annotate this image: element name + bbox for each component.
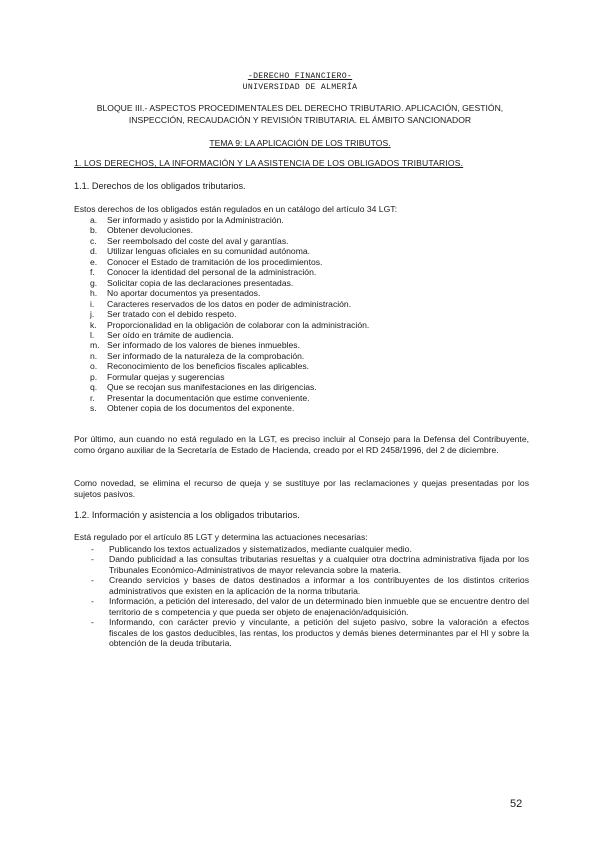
paragraph-consejo: Por último, aun cuando no está regulado en la LGT, es preciso incluir al Consejo para la Defensa del Contribuyente, como órgano auxiliar de la Secretaría de Estado de Hacienda, creado por el RD 2458/1996, del 2 de diciembre. bbox=[74, 434, 529, 456]
list-item-text: Publicando los textos actualizados y sistematizados, mediante cualquier medio. bbox=[109, 544, 412, 554]
actions-list bbox=[74, 544, 529, 649]
list-item bbox=[74, 236, 524, 246]
list-item-letter: d. bbox=[90, 246, 98, 257]
list-item-text: Ser oído en trámite de audiencia. bbox=[107, 329, 234, 340]
list-item bbox=[74, 288, 524, 298]
list-item-dash: - bbox=[91, 617, 94, 628]
list-item-letter: p. bbox=[90, 371, 98, 382]
list-item-text: Utilizar lenguas oficiales en su comunidad autónoma. bbox=[107, 246, 311, 257]
list-item bbox=[74, 403, 524, 413]
list-item bbox=[74, 393, 524, 403]
list-item bbox=[74, 617, 529, 648]
bloque-line-2: INSPECCIÓN, RECAUDACIÓN Y REVISIÓN TRIBUTARIA. EL ÁMBITO SANCIONADOR bbox=[128, 114, 472, 125]
list-item-text: Conocer la identidad del personal de la administración. bbox=[107, 267, 317, 278]
list-item-text: Presentar la documentación que estime conveniente. bbox=[107, 392, 310, 403]
subsection-heading-1-1: 1.1. Derechos de los obligados tributarios. bbox=[74, 181, 246, 191]
list-item bbox=[74, 372, 524, 382]
list-item bbox=[74, 340, 524, 350]
list-item-letter: h. bbox=[90, 288, 98, 299]
list-item bbox=[74, 257, 524, 267]
list-item-text: Reconocimiento de los beneficios fiscales aplicables. bbox=[107, 361, 310, 372]
list-item-text: Informando, con carácter previo y vinculante, a petición del sujeto pasivo, sobre la valoración a efectos fiscales de los gastos deducibles, las rentas, los productos y demás bienes determinantes par el HI y sobre la obtención de la deuda tributaria. bbox=[109, 617, 529, 649]
list-item-letter: n. bbox=[90, 350, 98, 361]
list-item-letter: l. bbox=[90, 329, 95, 340]
section-heading-1: 1. LOS DERECHOS, LA INFORMACIÓN Y LA ASISTENCIA DE LOS OBLIGADOS TRIBUTARIOS. bbox=[74, 158, 464, 168]
course-title: -DERECHO FINANCIERO- bbox=[247, 72, 353, 81]
list-item bbox=[74, 320, 524, 330]
rights-list bbox=[74, 215, 524, 414]
list-item bbox=[74, 554, 529, 575]
list-item-letter: o. bbox=[90, 361, 98, 372]
list-item-letter: g. bbox=[90, 277, 98, 288]
list-item-letter: r. bbox=[90, 392, 95, 403]
list-item bbox=[74, 225, 524, 235]
bloque-heading bbox=[72, 103, 528, 126]
list-item-text: Que se recojan sus manifestaciones en las dirigencias. bbox=[107, 382, 317, 393]
list-item-text: Obtener devoluciones. bbox=[107, 225, 193, 236]
bloque-line-1: BLOQUE III.- ASPECTOS PROCEDIMENTALES DEL DERECHO TRIBUTARIO. APLICACIÓN, GESTIÓN, bbox=[96, 103, 504, 113]
list-item bbox=[74, 278, 524, 288]
list-item bbox=[74, 215, 524, 225]
list-item-letter: b. bbox=[90, 225, 98, 236]
list-item-dash: - bbox=[91, 544, 94, 554]
list-item-dash: - bbox=[91, 596, 94, 607]
list-item-letter: f. bbox=[90, 267, 95, 278]
list-item-text: Caracteres reservados de los datos en poder de administración. bbox=[107, 298, 352, 309]
list-item-letter: e. bbox=[90, 256, 98, 267]
list-item-text: Formular quejas y sugerencias bbox=[107, 371, 225, 382]
list-item-letter: i. bbox=[90, 298, 95, 309]
rights-intro: Estos derechos de los obligados están regulados en un catálogo del artículo 34 LGT: bbox=[74, 204, 397, 214]
list-item-letter: k. bbox=[90, 319, 97, 330]
list-item-letter: c. bbox=[90, 235, 97, 246]
page-number: 52 bbox=[510, 798, 523, 810]
actions-intro: Está regulado por el artículo 85 LGT y determina las actuaciones necesarias: bbox=[74, 532, 368, 542]
list-item-dash: - bbox=[91, 575, 94, 586]
list-item bbox=[74, 309, 524, 319]
list-item bbox=[74, 351, 524, 361]
list-item bbox=[74, 382, 524, 392]
list-item bbox=[74, 299, 524, 309]
list-item-letter: s. bbox=[90, 403, 97, 414]
list-item-dash: - bbox=[91, 554, 94, 565]
list-item bbox=[74, 544, 529, 554]
tema-title: TEMA 9: LA APLICACIÓN DE LOS TRIBUTOS. bbox=[209, 138, 391, 148]
list-item-text: Ser reembolsado del coste del aval y garantías. bbox=[107, 235, 289, 246]
list-item bbox=[74, 596, 529, 617]
list-item-text: Solicitar copia de las declaraciones presentadas. bbox=[107, 277, 294, 288]
list-item-text: Dando publicidad a las consultas tributarias resueltas y a cualquier otra doctrina administrativa fijada por los Tribunales Económico-Administrativos de mayor relevancia sobre la materia. bbox=[109, 554, 529, 575]
list-item-text: Ser informado de los valores de bienes inmuebles. bbox=[107, 340, 300, 351]
list-item-text: Creando servicios y bases de datos destinados a informar a los contribuyentes de los distintos criterios administrativos que existen en la aplicación de la norma tributaria. bbox=[109, 575, 529, 596]
list-item bbox=[74, 361, 524, 371]
paragraph-novedad: Como novedad, se elimina el recurso de queja y se sustituye por las reclamaciones y quejas presentadas por los sujetos pasivos. bbox=[74, 478, 529, 500]
list-item-letter: m. bbox=[90, 340, 100, 351]
list-item-text: Ser informado de la naturaleza de la comprobación. bbox=[107, 350, 305, 361]
list-item bbox=[74, 330, 524, 340]
list-item-text: No aportar documentos ya presentados. bbox=[107, 288, 261, 299]
list-item bbox=[74, 246, 524, 256]
list-item-text: Información, a petición del interesado, del valor de un determinado bien inmueble que se encuentre dentro del territorio de s competencia y que pueda ser objeto de enajenación/adquisición. bbox=[109, 596, 529, 617]
list-item-text: Obtener copia de los documentos del exponente. bbox=[107, 403, 295, 414]
list-item-text: Ser informado y asistido por la Administración. bbox=[107, 215, 284, 225]
list-item-text: Conocer el Estado de tramitación de los procedimientos. bbox=[107, 256, 323, 267]
university-name: UNIVERSIDAD DE ALMERÍA bbox=[242, 83, 358, 92]
subsection-heading-1-2: 1.2. Información y asistencia a los obligados tributarios. bbox=[74, 510, 300, 520]
list-item bbox=[74, 575, 529, 596]
list-item-text: Ser tratado con el debido respeto. bbox=[107, 309, 237, 320]
list-item bbox=[74, 267, 524, 277]
list-item-letter: a. bbox=[90, 215, 98, 225]
list-item-letter: q. bbox=[90, 382, 98, 393]
list-item-letter: j. bbox=[90, 309, 95, 320]
list-item-text: Proporcionalidad en la obligación de colaborar con la administración. bbox=[107, 319, 370, 330]
